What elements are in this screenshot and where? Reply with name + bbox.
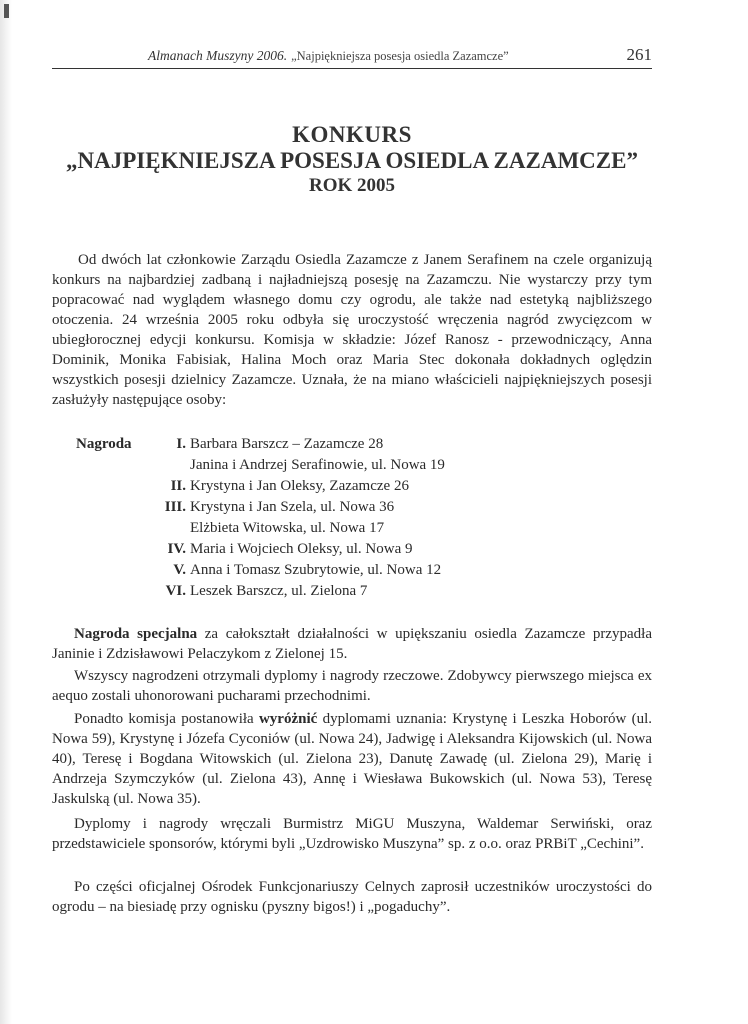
article-title xyxy=(52,122,652,198)
award-row xyxy=(76,539,636,560)
award-row xyxy=(76,560,636,581)
award-number: III. xyxy=(164,499,186,515)
special-award-label: Nagroda specjalna xyxy=(74,626,198,642)
award-number: IV. xyxy=(167,541,186,557)
award-row xyxy=(76,518,636,539)
award-winner: Barbara Barszcz – Zazamcze 28 xyxy=(190,436,384,452)
diplomas-paragraph: Dyplomy i nagrody wręczali Burmistrz MiGU Muszyna, Waldemar Serwiński, oraz przedstawiciele sponsorów, którymi byli „Uzdrowisko Muszyna” sp. z o.o. oraz PRBiT „Cechini”. xyxy=(52,816,652,852)
distinctions-intro: Ponadto komisja postanowiła xyxy=(74,711,259,727)
award-winner: Anna i Tomasz Szubrytowie, ul. Nowa 12 xyxy=(190,562,442,578)
award-winner: Leszek Barszcz, ul. Zielona 7 xyxy=(190,583,368,599)
award-winner: Krystyna i Jan Szela, ul. Nowa 36 xyxy=(190,499,395,515)
award-winner: Elżbieta Witowska, ul. Nowa 17 xyxy=(190,520,385,536)
journal-name: Almanach Muszyny 2006. xyxy=(148,48,288,63)
article-name: „Najpiękniejsza posesja osiedla Zazamcze” xyxy=(291,49,509,63)
title-line-2: „NAJPIĘKNIEJSZA POSESJA OSIEDLA ZAZAMCZE” xyxy=(66,148,638,173)
distinctions-paragraph xyxy=(52,709,652,809)
award-row xyxy=(76,497,636,518)
running-head-title xyxy=(148,48,509,64)
page-number: 261 xyxy=(626,45,652,64)
award-number: V. xyxy=(173,562,186,578)
award-number: I. xyxy=(176,436,186,452)
special-award-paragraph xyxy=(52,624,652,664)
award-row xyxy=(76,434,636,455)
award-winner: Krystyna i Jan Oleksy, Zazamcze 26 xyxy=(190,478,409,494)
distinctions-list: dyplomami uznania: Krystynę i Leszka Hoborów (ul. Nowa 59), Krystynę i Józefa Cyconiów (ul. Nowa 24), Jadwigę i Aleksandra Kijowskich (ul. Nowa 40), Teresę i Bogdana Witowskich (ul. Zielona 23), Danutę Zawadę (ul. Zielona 29), Marię i Andrzeja Szymczyków (ul. Zielona 43), Annę i Wiesława Bukowskich (ul. Nowa 53), Teresę Jaskulską (ul. Nowa 35). xyxy=(52,711,653,807)
award-row xyxy=(76,581,636,602)
title-line-1: KONKURS xyxy=(292,122,412,147)
distinctions-keyword: wyróżnić xyxy=(258,711,318,727)
award-number: VI. xyxy=(165,583,186,599)
running-head xyxy=(52,46,652,69)
intro-paragraph: Od dwóch lat członkowie Zarządu Osiedla Zazamcze z Janem Serafinem na czele organizują konkurs na najbardziej zadbaną i najładniejszą posesję na Zazamczu. Nie wystarczy przy tym popracować nad wyglądem własnego domu czy ogrodu, ale także nad estetyką najbliższego otoczenia. 24 września 2005 roku odbyła się uroczystość wręczenia nagród zwycięzcom w ubiegłorocznej edycji konkursu. Komisja w składzie: Józef Ranosz - przewodniczący, Anna Dominik, Monika Fabisiak, Halina Moch oraz Maria Stec dokonała dokładnych oględzin wszystkich posesji dzielnicy Zazamcze. Uznała, że na miano właścicieli najpiękniejszych posesji zasłużyły następujące osoby: xyxy=(52,252,652,408)
award-winner: Maria i Wojciech Oleksy, ul. Nowa 9 xyxy=(190,541,413,557)
final-paragraph: Po części oficjalnej Ośrodek Funkcjonariuszy Celnych zaprosił uczestników uroczystości do ogrodu – na biesiadę przy ognisku (pyszny bigos!) i „pogaduchy”. xyxy=(52,879,652,915)
special-award-text: za całokształt działalności w upiększaniu osiedla Zazamcze przypadła Janinie i Zdzisławowi Pelaczykom z Zielonej 15. xyxy=(52,626,652,662)
award-row xyxy=(76,476,636,497)
awards-list xyxy=(76,434,636,602)
gifts-paragraph: Wszyscy nagrodzeni otrzymali dyplomy i nagrody rzeczowe. Zdobywcy pierwszego miejsca ex aequo zostali uhonorowani pucharami przechodnimi. xyxy=(52,668,652,704)
page-edge xyxy=(0,0,12,1024)
award-number: II. xyxy=(170,478,186,494)
award-winner: Janina i Andrzej Serafinowie, ul. Nowa 19 xyxy=(190,457,445,473)
awards-label: Nagroda xyxy=(76,436,132,452)
corner-mark xyxy=(4,4,9,18)
title-line-3: ROK 2005 xyxy=(308,175,396,196)
award-row xyxy=(76,455,636,476)
